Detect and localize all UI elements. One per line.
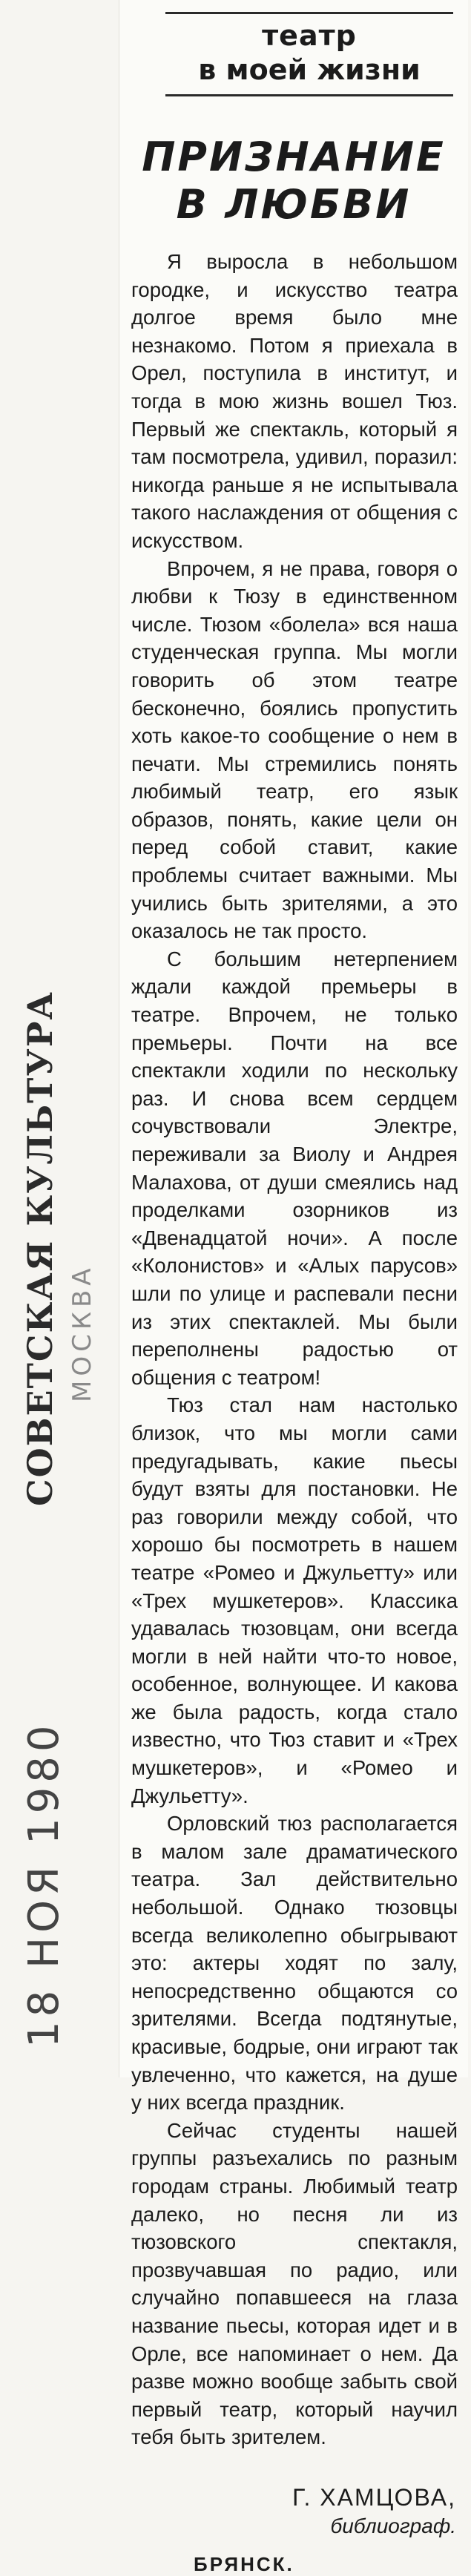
author-name: Г. ХАМЦОВА, (292, 2483, 456, 2511)
paragraph: Орловский тюз располагается в малом зале драматического театра. Зал действительно небольшой. Однако тюзовцы всегда великолепно обыгрывают это: актеры ходят по залу, непосредственно общаются со зрителями. Всегда подтянутые, красивые, бодрые, они играют так увлеченно, что кажется, на душе у них всегда праздник. (131, 1812, 458, 2115)
article-title (119, 134, 468, 229)
article-clipping (119, 0, 468, 2575)
stamp-date: 18 НОЯ 1980 (20, 1721, 68, 2048)
paragraph: С большим нетерпением ждали каждой премьеры в театре. Впрочем, не только премьеры. Почти на все спектакли ходили по нескольку раз. И снова всем сердцем сочувствовали Электре, переживали за Виолу и Андрея Малахова, от души смеялись над проделками озорников из «Двенадцатой ночи». А после «Колонистов» и «Алых парусов» шли по улице и распевали песни из этих спектаклей. Мы были переполнены радостью от общения с театром! (131, 947, 458, 1389)
newspaper-date-stamp (0, 890, 104, 2077)
title-line-2: В ЛЮБВИ (176, 181, 412, 228)
rubric-header (165, 12, 453, 96)
title-line-1: ПРИЗНАНИЕ (142, 134, 446, 180)
stamp-newspaper-name: СОВЕТСКАЯ КУЛЬТУРА (20, 990, 60, 1506)
rubric-line-1: театр (262, 19, 357, 52)
paragraph: Сейчас студенты нашей группы разъехались по разным городам страны. Любимый театр далеко, но песня ли из тюзовского спектакля, прозвучавшая по радио, или случайно попавшееся на глаза название пьесы, которая идет и в Орле, все напоминает о нем. Да разве можно вообще забыть свой первый театр, который научил тебя быть зрителем. (131, 2118, 458, 2449)
paragraph: Я выросла в небольшом городке, и искусство театра долгое время было мне незнакомо. Потом я приехала в Орел, поступила в институт, и тогда в мою жизнь вошел Тюз. Первый же спектакль, который я там посмотрела, удивил, поразил: никогда раньше я не испытывала такого наслаждения от общения с искусством. (131, 250, 458, 552)
author-signature (119, 2484, 456, 2538)
rubric-line-2: в моей жизни (198, 53, 421, 86)
dateline-city: БРЯНСК. (194, 2552, 294, 2575)
article-body (131, 248, 458, 2451)
author-role: библиограф. (330, 2514, 456, 2537)
paragraph: Тюз стал нам настолько близок, что мы могли сами предугадывать, какие пьесы будут взяты для постановки. Не раз говорили между собой, что хорошо бы посмотреть в нашем театре «Ромео и Джульетту» или «Трех мушкетеров». Классика удавалась тюзовцам, они всегда могли в ней найти что-то новое, особенное, волнующее. И какова же была радость, когда стало известно, что Тюз ставит и «Трех мушкетеров», и «Ромео и Джульетту». (131, 1393, 458, 1807)
paragraph: Впрочем, я не права, говоря о любви к Тюзу в единственном числе. Тюзом «болела» вся наша студенческая группа. Мы могли говорить об этом театре бесконечно, боялись пропустить хоть какое-то сообщение о нем в печати. Мы стремились понять любимый театр, его язык образов, понять, какие цели он перед собой ставит, какие проблемы считает важными. Мы учились быть зрителями, а это оказалось не так просто. (131, 556, 458, 943)
stamp-city: МОСКВА (67, 1264, 97, 1402)
